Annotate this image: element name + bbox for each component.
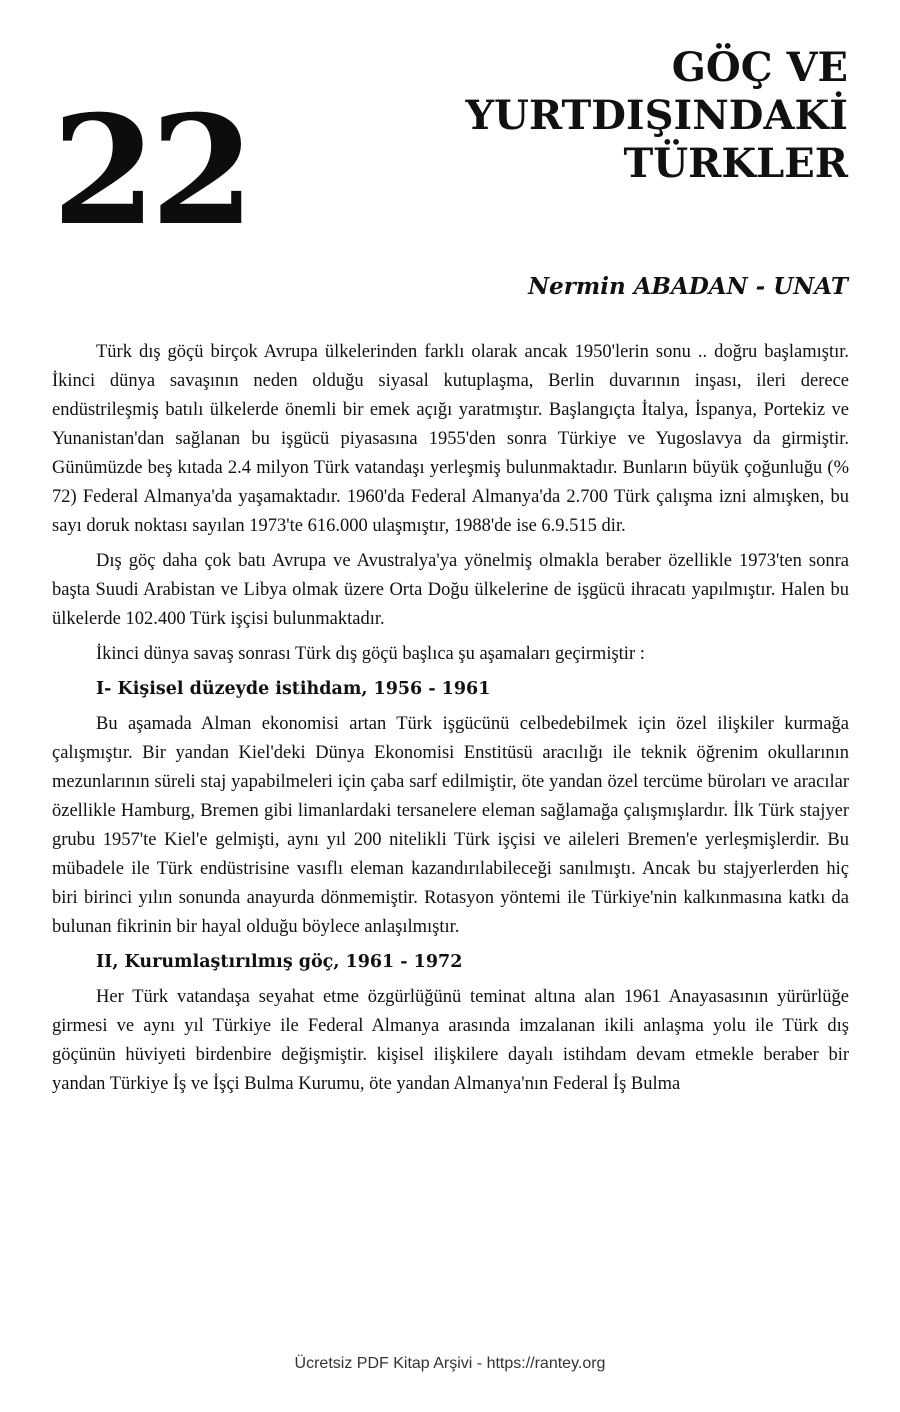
paragraph: İkinci dünya savaş sonrası Türk dış göçü başlıca şu aşamaları geçirmiştir : <box>96 644 645 664</box>
paragraph: Türk dış göçü birçok Avrupa ülkelerinden farklı olarak ancak 1950'lerin sonu .. doğru başlamıştır. İkinci dünya savaşının neden olduğu siyasal kutuplaşma, Berlin duvarının inşası, ileri derece endüstrileşmiş batılı ülkelerde önemli bir emek açığı yaratmıştır. Başlangıçta İtalya, İspanya, Portekiz ve Yunanistan'dan sağlanan bu işgücü piyasasına 1955'den sonra Türkiye ve Yugoslavya da girmiştir. Günümüzde beş kıtada 2.4 milyon Türk vatandaşı yerleşmiş bulunmaktadır. Bunların büyük çoğunluğu (% 72) Federal Almanya'da yaşamaktadır. 1960'da Federal Almanya'da 2.700 Türk çalışma izni almışken, bu sayı doruk noktası sayılan 1973'te 616.000 ulaşmıştır, 1988'de ise 6.9.515 dir. <box>52 342 849 536</box>
footer-watermark: Ücretsiz PDF Kitap Arşivi - https://rantey.org <box>294 1355 606 1372</box>
section-heading: II, Kurumlaştırılmış göç, 1961 - 1972 <box>96 952 463 972</box>
section-heading: I- Kişisel düzeyde istihdam, 1956 - 1961 <box>96 679 491 699</box>
paragraph: Dış göç daha çok batı Avrupa ve Avustralya'ya yönelmiş olmakla beraber özellikle 1973'ten sonra başta Suudi Arabistan ve Libya olmak üzere Orta Doğu ülkelerine de işgücü ihracatı yapılmıştır. Halen bu ülkelerde 102.400 Türk işçisi bulunmaktadır. <box>52 551 849 629</box>
author-name: Nermin ABADAN - UNAT <box>528 273 848 300</box>
paragraph: Bu aşamada Alman ekonomisi artan Türk işgücünü celbedebilmek için özel ilişkiler kurmağa çalışmıştır. Bir yandan Kiel'deki Dünya Ekonomisi Enstitüsü aracılığı ile teknik öğrenim okullarının mezunlarının süreli staj yapabilmeleri için çaba sarf edilmiştir, öte yandan özel tercüme büroları ve aracılar özellikle Hamburg, Bremen gibi limanlardaki tersanelere eleman sağlamağa çalışmışlardır. İlk Türk stajyer grubu 1957'te Kiel'e gelmişti, aynı yıl 200 nitelikli Türk işçisi ve aileleri Bremen'e yerleşmişlerdir. Bu mübadele ile Türk endüstrisine vasıflı eleman kazandırılabileceği sanılmıştı. Ancak bu stajyerlerden hiç biri birinci yılın sonunda anayurda dönmemiştir. Rotasyon yöntemi ile Türkiye'nin kalkınmasına katkı da bulunan fikrinin bir hayal olduğu böylece anlaşılmıştır. <box>52 714 849 937</box>
body-text <box>52 338 849 1105</box>
chapter-title-line: GÖÇ VE <box>671 44 848 91</box>
chapter-title-line: TÜRKLER <box>623 140 848 187</box>
chapter-number: 22 <box>52 83 249 259</box>
chapter-title-line: YURTDIŞINDAKİ <box>465 92 848 139</box>
paragraph: Her Türk vatandaşa seyahat etme özgürlüğünü teminat altına alan 1961 Anayasasının yürürlüğe girmesi ve aynı yıl Türkiye ile Federal Almanya arasında imzalanan ikili anlaşma yolu ile Türk dış göçünün hüviyeti birdenbire değişmiştir. kişisel ilişkilere dayalı istihdam devam etmekle beraber bir yandan Türkiye İş ve İşçi Bulma Kurumu, öte yandan Almanya'nın Federal İş Bulma <box>52 987 849 1094</box>
chapter-title <box>466 44 849 188</box>
